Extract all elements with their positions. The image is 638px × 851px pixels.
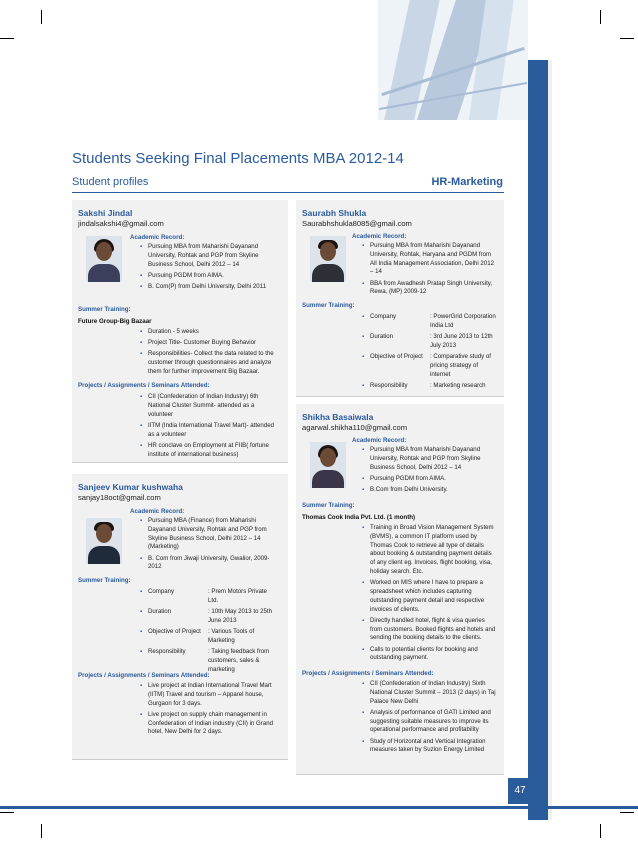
student-name: Sakshi Jindal bbox=[78, 208, 133, 218]
student-photo bbox=[310, 236, 346, 282]
projects-list bbox=[140, 682, 274, 740]
summer-organisation: Future Group-Big Bazaar bbox=[78, 318, 152, 325]
projects-heading: Projects / Assignments / Seminars Attended: bbox=[78, 382, 210, 389]
crop-mark bbox=[600, 10, 601, 24]
list-item: ▪ Pursuing MBA from Maharishi Dayanand University, Rohtak and PGP from Skyline Business School, Delhi 2012 – 14 bbox=[362, 446, 496, 472]
list-item: ▪ B. Com from Jiwaji University, Gwalior, 2009-2012 bbox=[140, 555, 274, 573]
department-label: HR-Marketing bbox=[431, 176, 503, 188]
projects-heading: Projects / Assignments / Seminars Attended: bbox=[78, 672, 210, 679]
list-item: ▪ HR conclave on Employment at FIIB( fortune institute of international business) bbox=[140, 442, 274, 460]
student-photo bbox=[86, 236, 122, 282]
student-email: sanjay18oct@gmail.com bbox=[78, 493, 161, 502]
list-item: ▪ Live project on supply chain management in Confederation of Indian industry (CII) in Grand hotel, New Delhi for 2 days. bbox=[140, 711, 274, 737]
list-item: ▪ Responsibility : Taking feedback from customers, sales & marketing bbox=[140, 648, 274, 674]
list-item: ▪ Directly handled hotel, flight & visa queries from customers. Booked flights and hotels and sending the booking details to the clients. bbox=[362, 617, 496, 643]
crop-mark bbox=[41, 10, 42, 24]
list-item: ▪ CII (Confederation of Indian Industry) Sixth National Cluster Summit – 2013 (2 days) in Taj Palace New Delhi bbox=[362, 680, 496, 706]
section-label: Student profiles bbox=[72, 176, 149, 188]
summer-training-heading: Summer Training: bbox=[78, 577, 131, 584]
summer-training-heading: Summer Training: bbox=[302, 502, 355, 509]
academic-list bbox=[140, 517, 274, 575]
list-item: ▪ IITM (India International Travel Mart)- attended as a volunteer bbox=[140, 422, 274, 440]
list-item: ▪ Training in Broad Vision Management System (BVMS), a common IT platform used by Thomas Cook to retrieve all type of details about booking & outstanding payment details of any client eg. Invoices, flight booking, visa, holiday search. Etc. bbox=[362, 524, 496, 577]
summer-list bbox=[362, 313, 496, 393]
list-item: ▪ Pursuing MBA from Maharishi Dayanand University, Rohtak, Haryana and PGDM from All India Management Association, Delhi 2012 – 14 bbox=[362, 242, 496, 277]
summer-training-heading: Summer Training: bbox=[78, 306, 131, 313]
list-item: ▪ Company : Prem Motors Private Ltd. bbox=[140, 588, 274, 606]
crop-mark bbox=[620, 38, 634, 39]
list-item: ▪ Pursuing MBA (Finance) from Maharishi Dayanand University, Rohtak and PGP from Skyline Business School, Delhi 2012 – 14 (Marketing) bbox=[140, 517, 274, 552]
student-email: Saurabhshukla8085@gmail.com bbox=[302, 219, 412, 228]
list-item: ▪ Objective of Project : Various Tools of Marketing bbox=[140, 628, 274, 646]
academic-record-heading: Academic Record: bbox=[352, 233, 407, 240]
academic-record-heading: Academic Record: bbox=[130, 234, 185, 241]
list-item: ▪ Worked on MIS where I have to prepare a spreadsheet which includes capturing outstanding payment detail and respective invoices of clients. bbox=[362, 579, 496, 614]
list-item: ▪ Live project at Indian International Travel Mart (IITM) Travel and tourism – Apparel house, Gurgaon for 3 days. bbox=[140, 682, 274, 708]
list-item: ▪ Duration : 3rd June 2013 to 12th July 2013 bbox=[362, 333, 496, 351]
header-rule bbox=[72, 192, 504, 193]
student-name: Sanjeev Kumar kushwaha bbox=[78, 482, 183, 492]
list-item: ▪ Study of Horizontal and Vertical Integration measures taken by Suzlon Energy Limited bbox=[362, 738, 496, 756]
list-item: ▪ Objective of Project : Comparative study of pricing strategy of internet bbox=[362, 353, 496, 379]
crop-mark bbox=[620, 812, 634, 813]
crop-mark bbox=[0, 38, 14, 39]
list-item: ▪ Analysis of performance of GATI Limited and suggesting suitable measures to improve its operational performance and profitability bbox=[362, 709, 496, 735]
side-accent-bar bbox=[528, 60, 548, 820]
summer-list bbox=[362, 524, 496, 666]
footer-rule bbox=[0, 806, 638, 809]
summer-list bbox=[140, 588, 274, 677]
list-item: ▪ Calls to potential clients for booking and outstanding payment. bbox=[362, 646, 496, 664]
list-item: ▪ B.Com from Delhi University. bbox=[362, 486, 496, 495]
summer-list bbox=[140, 328, 274, 379]
crop-mark bbox=[41, 824, 42, 838]
list-item: ▪ Pursuing PGDM from AIMA. bbox=[140, 272, 274, 281]
list-item: ▪ Responsibility : Marketing research bbox=[362, 382, 496, 391]
list-item: ▪ Pursuing PGDM from AIMA. bbox=[362, 475, 496, 484]
header-banner-image bbox=[378, 0, 528, 120]
academic-list bbox=[140, 243, 274, 294]
list-item: ▪ Project Title- Customer Buying Behavior bbox=[140, 339, 274, 348]
page-title: Students Seeking Final Placements MBA 2012-14 bbox=[72, 150, 404, 167]
summer-organisation: Thomas Cook India Pvt. Ltd. (1 month) bbox=[302, 514, 416, 521]
page-number: 47 bbox=[508, 778, 532, 804]
academic-record-heading: Academic Record: bbox=[130, 508, 185, 515]
student-photo bbox=[310, 442, 346, 488]
student-name: Saurabh Shukla bbox=[302, 208, 367, 218]
projects-list bbox=[362, 680, 496, 758]
academic-list bbox=[362, 242, 496, 300]
crop-mark bbox=[0, 812, 14, 813]
academic-list bbox=[362, 446, 496, 497]
list-item: ▪ CII (Confederation of Indian Industry) 6th National Cluster Summit- attended as a volunteer bbox=[140, 393, 274, 419]
list-item: ▪ BBA from Awadhesh Pratap Singh University, Rewa, (MP) 2009-12 bbox=[362, 280, 496, 298]
academic-record-heading: Academic Record: bbox=[352, 437, 407, 444]
summer-training-heading: Summer Training: bbox=[302, 302, 355, 309]
list-item: ▪ Duration : 10th May 2013 to 25th June 2013 bbox=[140, 608, 274, 626]
student-name: Shikha Basaiwala bbox=[302, 412, 374, 422]
student-email: jindalsakshi4@gmail.com bbox=[78, 219, 164, 228]
crop-mark bbox=[600, 824, 601, 838]
projects-list bbox=[140, 393, 274, 462]
list-item: ▪ Responsibilities- Collect the data related to the customer through questionnaires and analyze them for further improvement Big Bazaar. bbox=[140, 350, 274, 376]
student-photo bbox=[86, 518, 122, 564]
list-item: ▪ Pursuing MBA from Maharishi Dayanand University, Rohtak and PGP from Skyline Business School, Delhi 2012 – 14 bbox=[140, 243, 274, 269]
list-item: ▪ B. Com(P) from Delhi University, Delhi 2011 bbox=[140, 283, 274, 292]
list-item: ▪ Company : PowerGrid Corporation India Ltd bbox=[362, 313, 496, 331]
list-item: ▪ Duration - 5 weeks bbox=[140, 328, 274, 337]
projects-heading: Projects / Assignments / Seminars Attended: bbox=[302, 670, 434, 677]
student-email: agarwal.shikha110@gmail.com bbox=[302, 423, 408, 432]
side-accent-stripe bbox=[548, 60, 552, 820]
